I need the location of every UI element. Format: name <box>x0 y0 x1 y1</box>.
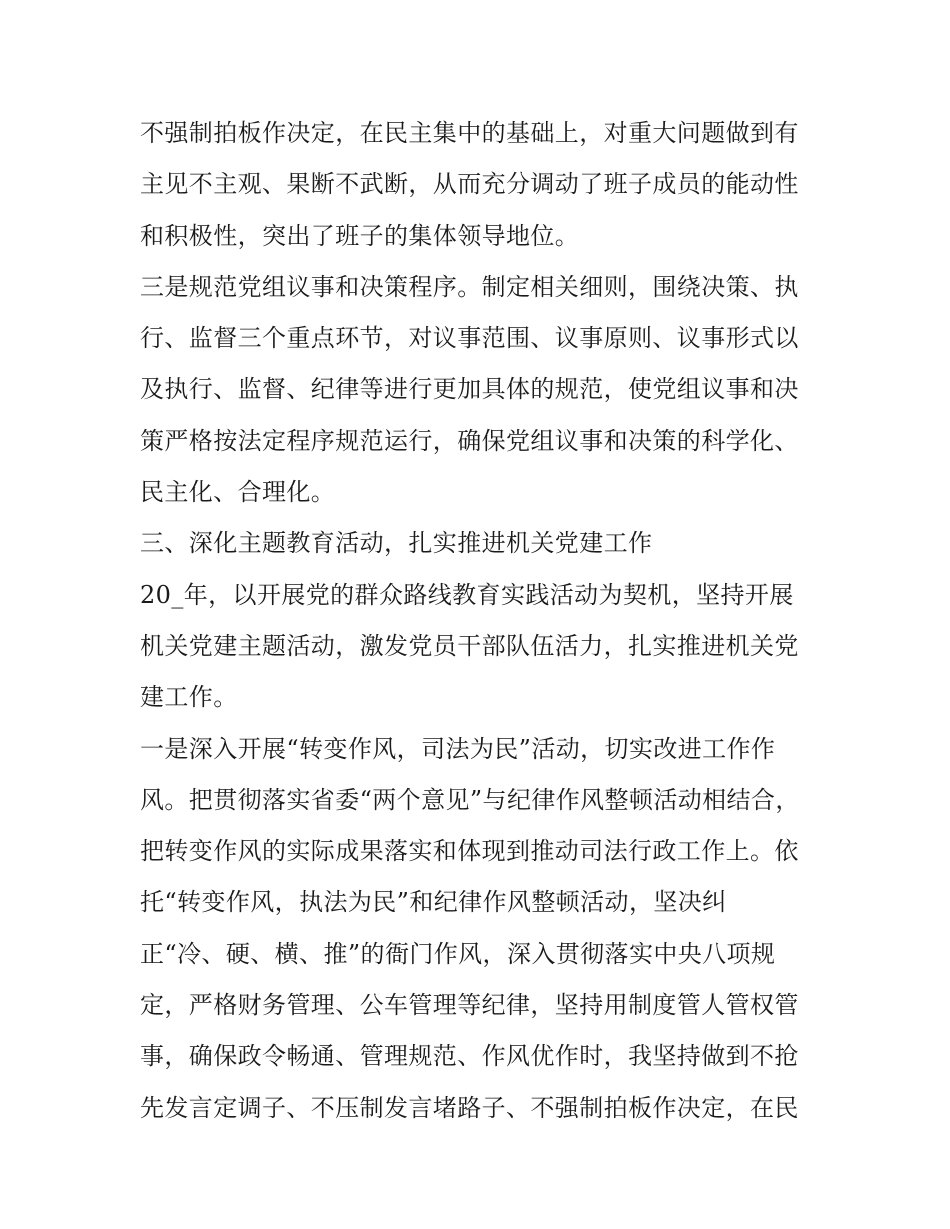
text-line: 不强制拍板作决定，在民主集中的基础上，对重大问题做到有 <box>140 119 799 147</box>
text-line: 机关党建主题活动，激发党员干部队伍活力，扎实推进机关党 <box>140 631 799 660</box>
text-line: 一是深入开展“转变作风，司法为民”活动，切实改进工作作 <box>140 734 776 763</box>
text-line: 定，严格财务管理、公车管理等纪律，坚持用制度管人管权管 <box>140 991 799 1020</box>
text-line: 民主化、合理化。 <box>140 478 336 507</box>
text-line: 正“冷、硬、横、推”的衙门作风，深入贯彻落实中央八项规 <box>140 939 776 968</box>
text-line: 行、监督三个重点环节，对议事范围、议事原则、议事形式以 <box>140 324 799 353</box>
text-line: 托“转变作风，执法为民”和纪律作风整顿活动，坚决纠 <box>140 888 727 917</box>
text-line: 20_年，以开展党的群众路线教育实践活动为契机，坚持开展 <box>140 580 794 609</box>
text-line: 主见不主观、果断不武断，从而充分调动了班子成员的能动性 <box>140 170 799 199</box>
text-line: 建工作。 <box>140 683 238 712</box>
text-line: 把转变作风的实际成果落实和体现到推动司法行政工作上。依 <box>140 837 799 866</box>
text-line: 及执行、监督、纪律等进行更加具体的规范，使党组议事和决 <box>140 375 799 404</box>
text-line: 先发言定调子、不压制发言堵路子、不强制拍板作决定，在民 <box>140 1093 799 1122</box>
text-line: 事，确保政令畅通、管理规范、作风优作时，我坚持做到不抢 <box>140 1042 799 1071</box>
text-line: 策严格按法定程序规范运行，确保党组议事和决策的科学化、 <box>140 426 799 455</box>
text-line: 三是规范党组议事和决策程序。制定相关细则，围绕决策、执 <box>140 272 799 301</box>
body-text <box>140 108 820 1134</box>
text-line: 风。把贯彻落实省委“两个意见”与纪律作风整顿活动相结合， <box>140 785 800 814</box>
section-heading: 三、深化主题教育活动，扎实推进机关党建工作 <box>140 529 653 558</box>
text-line: 和积极性，突出了班子的集体领导地位。 <box>140 221 580 250</box>
